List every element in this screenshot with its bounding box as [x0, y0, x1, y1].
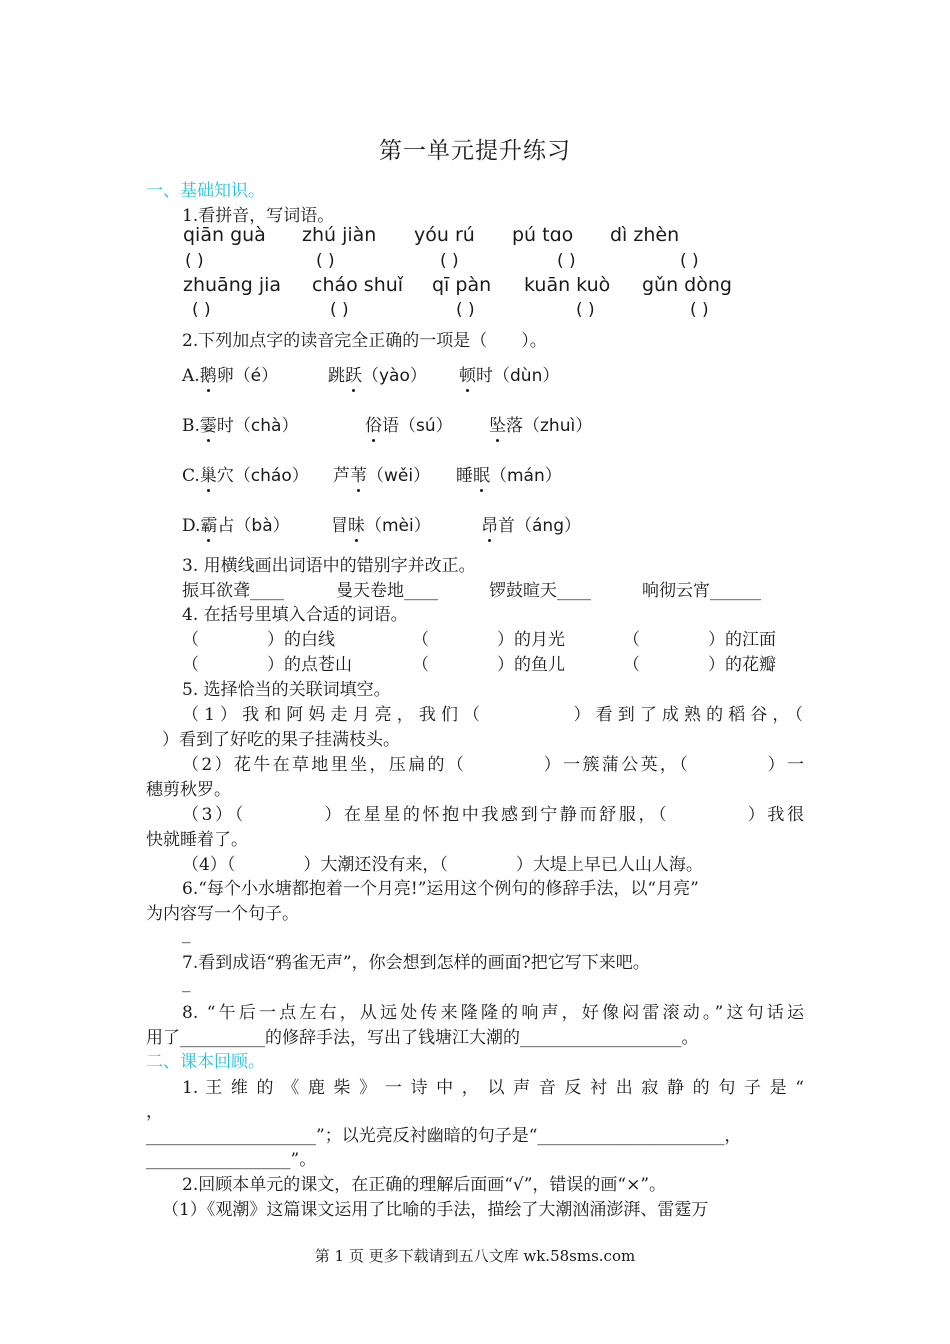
option-d-item: 冒昧（mèi） — [331, 511, 431, 536]
q5-item-2: （2）花牛在草地里坐，压扁的（ ）一簇蒲公英，（ ）一 — [182, 755, 804, 775]
q2-heading: 2.下列加点字的读音完全正确的一项是（ ）。 — [182, 331, 547, 351]
section-heading-review: 二、课本回顾。 — [146, 1052, 265, 1072]
pinyin-item: qiān guà — [183, 224, 266, 246]
q5-item-3: （3）（ ）在星星的怀抱中我感到宁静而舒服，（ ）我很 — [182, 805, 804, 825]
dotted-char: 苇 — [350, 461, 367, 486]
q1-heading: 1.看拼音，写词语。 — [182, 206, 335, 226]
option-d[interactable]: D.霸占（bà） — [182, 511, 290, 536]
pinyin-item: zhú jiàn — [302, 224, 377, 246]
dotted-char: 霸 — [200, 511, 217, 536]
typo-word[interactable]: 响彻云宵______ — [642, 581, 761, 601]
dotted-char: 俗 — [365, 411, 382, 436]
pinyin-item: zhuāng jia — [183, 274, 282, 296]
typo-word[interactable]: 锣鼓暄天____ — [489, 581, 591, 601]
section-heading-basics: 一、基础知识。 — [146, 181, 265, 201]
option-a[interactable]: A.鹅卵（é） — [182, 361, 278, 386]
pinyin-item: pú tɑo — [512, 224, 574, 246]
answer-blank[interactable]: ( ) — [680, 251, 699, 271]
answer-blank[interactable]: ( ) — [440, 251, 459, 271]
q6-text: 6.“每个小水塘都抱着一个月亮!”运用这个例句的修辞手法，以“月亮” — [182, 879, 699, 899]
dotted-char: 眠 — [473, 461, 490, 486]
answer-blank[interactable]: ( ) — [192, 300, 211, 320]
answer-blank[interactable]: ( ) — [185, 251, 204, 271]
fill-phrase[interactable]: （ ）的点苍山 — [182, 655, 352, 675]
q5-item-1: （1）我和阿妈走月亮，我们（ ）看到了成熟的稻谷，（ — [182, 705, 804, 725]
p2-q1-text: 1. 王 维 的 《 鹿 柴 》 一 诗 中 ， 以 声 音 反 衬 出 寂 静 的 句 子 是 “ — [182, 1078, 804, 1098]
answer-blank[interactable]: ( ) — [456, 300, 475, 320]
fill-phrase[interactable]: （ ）的白线 — [182, 630, 335, 650]
q3-heading: 3. 用横线画出词语中的错别字并改正。 — [182, 556, 476, 576]
q8-text-cont[interactable]: 用了__________的修辞手法，写出了钱塘江大潮的___________________。 — [146, 1028, 699, 1048]
pinyin-item: cháo shuǐ — [312, 274, 404, 296]
fill-phrase[interactable]: （ ）的花瓣 — [623, 655, 776, 675]
p2-q2-item-1: （1）《观潮》这篇课文运用了比喻的手法，描绘了大潮汹涌澎湃、雷霆万 — [162, 1200, 709, 1220]
answer-blank[interactable]: ( ) — [690, 300, 709, 320]
answer-blank[interactable]: ( ) — [576, 300, 595, 320]
dotted-char: 鹅 — [200, 361, 217, 386]
dotted-char: 巢 — [200, 461, 217, 486]
p2-q1-blanks-cont[interactable]: _________________”。 — [146, 1150, 317, 1170]
typo-word[interactable]: 曼天卷地____ — [336, 581, 438, 601]
option-b[interactable]: B.霎时（chà） — [182, 411, 298, 436]
pinyin-item: kuān kuò — [524, 274, 611, 296]
option-c-item: 睡眠（mán） — [456, 461, 562, 486]
q8-text: 8. “午后一点左右，从远处传来隆隆的响声，好像闷雷滚动。”这句话运 — [182, 1003, 804, 1023]
dotted-char: 顿 — [459, 361, 476, 386]
q6-text-cont: 为内容写一个句子。 — [146, 904, 299, 924]
q5-item-2-cont: 穗剪秋罗。 — [146, 780, 231, 800]
q5-heading: 5. 选择恰当的关联词填空。 — [182, 680, 391, 700]
p2-q1-comma: ， — [146, 1102, 163, 1122]
pinyin-item: gǔn dòng — [642, 274, 732, 296]
dotted-char: 昧 — [348, 511, 365, 536]
q6-answer-line[interactable]: _ — [182, 924, 191, 944]
q4-heading: 4. 在括号里填入合适的词语。 — [182, 605, 408, 625]
option-a-item: 跳跃（yào） — [328, 361, 427, 386]
dotted-char: 坠 — [489, 411, 506, 436]
dotted-char: 昂 — [481, 511, 498, 536]
q5-item-4: （4）（ ）大潮还没有来，（ ）大堤上早已人山人海。 — [182, 855, 703, 875]
p2-q2-heading: 2.回顾本单元的课文，在正确的理解后面画“√”，错误的画“×”。 — [182, 1175, 667, 1195]
option-b-item: 俗语（sú） — [365, 411, 453, 436]
q7-answer-line[interactable]: _ — [182, 973, 191, 993]
option-a-item: 顿时（dùn） — [459, 361, 559, 386]
fill-phrase[interactable]: （ ）的月光 — [412, 630, 565, 650]
answer-blank[interactable]: ( ) — [316, 251, 335, 271]
page-footer: 第 1 页 更多下载请到五八文库 wk.58sms.com — [314, 1247, 636, 1265]
dotted-char: 跃 — [345, 361, 362, 386]
pinyin-item: qī pàn — [432, 274, 492, 296]
answer-blank[interactable]: ( ) — [330, 300, 349, 320]
option-d-item: 昂首（áng） — [481, 511, 581, 536]
option-b-item: 坠落（zhuì） — [489, 411, 592, 436]
pinyin-item: dì zhèn — [610, 224, 680, 246]
page-title: 第一单元提升练习 — [379, 138, 571, 164]
fill-phrase[interactable]: （ ）的鱼儿 — [412, 655, 565, 675]
q5-item-1-cont: ）看到了好吃的果子挂满枝头。 — [162, 730, 400, 750]
typo-word[interactable]: 振耳欲聋____ — [182, 581, 284, 601]
option-c[interactable]: C.巢穴（cháo） — [182, 461, 309, 486]
option-c-item: 芦苇（wěi） — [333, 461, 430, 486]
q7-text: 7.看到成语“鸦雀无声”，你会想到怎样的画面?把它写下来吧。 — [182, 953, 650, 973]
fill-phrase[interactable]: （ ）的江面 — [623, 630, 776, 650]
p2-q1-blanks[interactable]: ____________________”；以光亮反衬幽暗的句子是“______________________， — [146, 1126, 742, 1146]
dotted-char: 霎 — [200, 411, 217, 436]
q5-item-3-cont: 快就睡着了。 — [146, 830, 248, 850]
answer-blank[interactable]: ( ) — [557, 251, 576, 271]
pinyin-item: yóu rú — [414, 224, 475, 246]
